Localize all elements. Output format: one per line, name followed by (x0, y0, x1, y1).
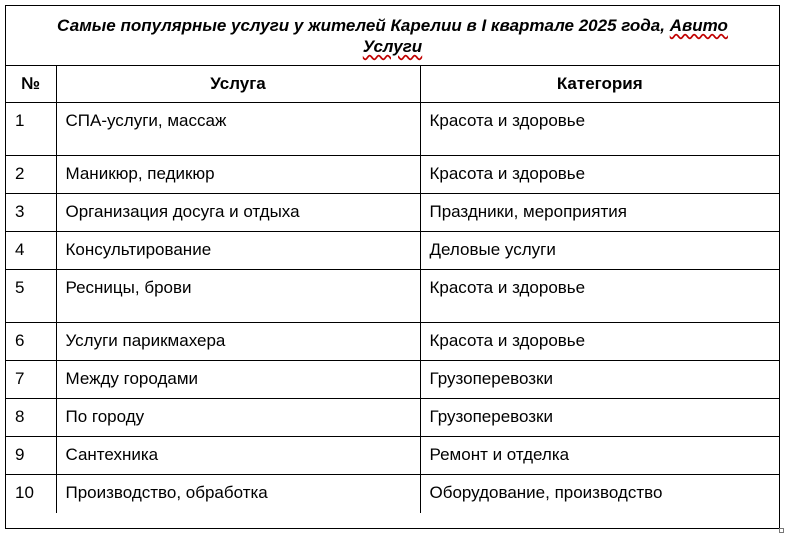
row-category: Ремонт и отделка (420, 437, 779, 475)
row-number: 5 (6, 270, 56, 323)
row-number: 8 (6, 399, 56, 437)
row-service: Сантехника (56, 437, 420, 475)
table-row (6, 475, 779, 513)
header-category: Категория (420, 65, 779, 103)
table-header (6, 65, 779, 103)
table-row (6, 323, 779, 361)
row-service: По городу (56, 399, 420, 437)
row-category: Грузоперевозки (420, 399, 779, 437)
services-table (6, 65, 779, 513)
table-title-text: Самые популярные услуги у жителей Карелии в I квартале 2025 года, (57, 15, 665, 35)
row-service: Организация досуга и отдыха (56, 194, 420, 232)
row-service: Консультирование (56, 232, 420, 270)
row-category: Красота и здоровье (420, 323, 779, 361)
resize-handle[interactable] (779, 528, 784, 533)
table-row (6, 437, 779, 475)
row-category: Праздники, мероприятия (420, 194, 779, 232)
row-number: 6 (6, 323, 56, 361)
row-category: Красота и здоровье (420, 156, 779, 194)
row-service: Услуги парикмахера (56, 323, 420, 361)
table-row (6, 361, 779, 399)
row-category: Грузоперевозки (420, 361, 779, 399)
row-category: Оборудование, производство (420, 475, 779, 513)
row-service: Производство, обработка (56, 475, 420, 513)
row-service: Ресницы, брови (56, 270, 420, 323)
table-row (6, 194, 779, 232)
table-title (6, 6, 779, 66)
row-category: Красота и здоровье (420, 270, 779, 323)
row-number: 3 (6, 194, 56, 232)
row-service: Маникюр, педикюр (56, 156, 420, 194)
row-number: 7 (6, 361, 56, 399)
table-title-brand: Авито Услуги (362, 15, 728, 56)
table-row (6, 232, 779, 270)
row-number: 10 (6, 475, 56, 513)
table-row (6, 103, 779, 156)
row-service: СПА-услуги, массаж (56, 103, 420, 156)
table-row (6, 156, 779, 194)
document-table-frame (5, 5, 780, 529)
table-row (6, 399, 779, 437)
table-row (6, 270, 779, 323)
table-body (6, 103, 779, 513)
row-number: 1 (6, 103, 56, 156)
row-number: 4 (6, 232, 56, 270)
header-number: № (6, 65, 56, 103)
header-service: Услуга (56, 65, 420, 103)
header-row (6, 65, 779, 103)
row-number: 2 (6, 156, 56, 194)
row-number: 9 (6, 437, 56, 475)
row-category: Деловые услуги (420, 232, 779, 270)
row-category: Красота и здоровье (420, 103, 779, 156)
row-service: Между городами (56, 361, 420, 399)
